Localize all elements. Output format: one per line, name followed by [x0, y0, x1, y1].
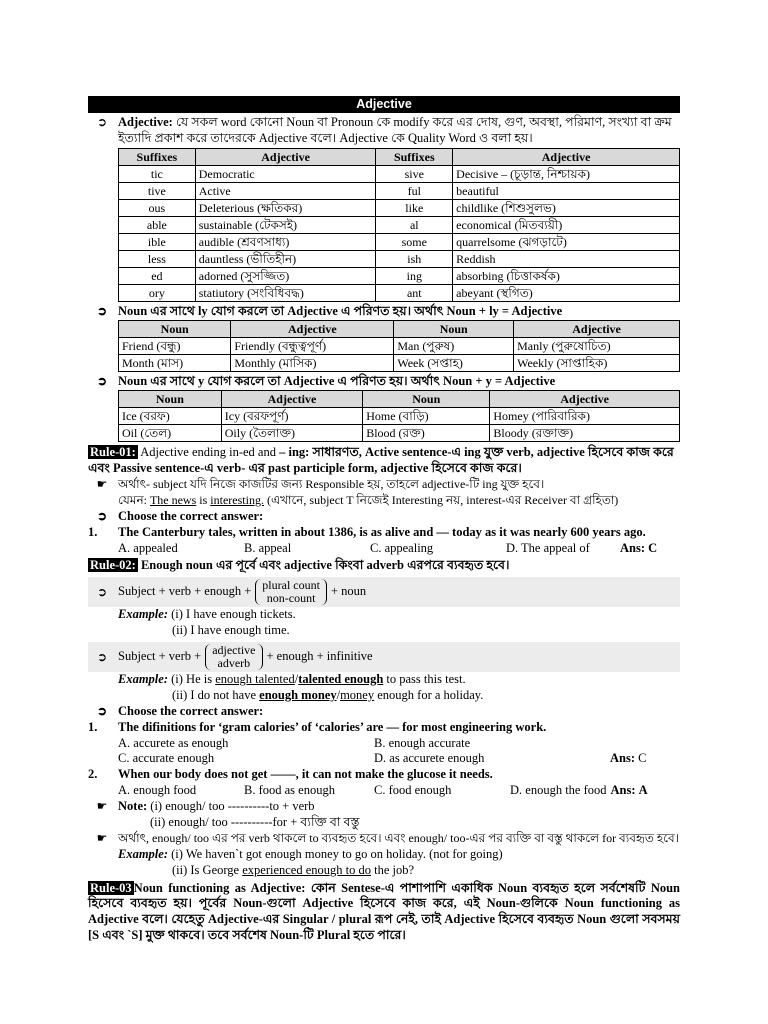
rule-02-note-2	[88, 831, 680, 847]
table-cell: Deleterious (ক্ষতিকর)	[195, 200, 376, 217]
ex2-i-post: to pass this test.	[383, 671, 466, 686]
table-cell: Icy (বরফপূর্ণ)	[221, 408, 362, 425]
table-cell: Active	[195, 183, 376, 200]
table-cell: less	[119, 251, 196, 268]
question-number: 1.	[88, 524, 98, 539]
table-cell: sustainable (টেকসই)	[195, 217, 376, 234]
pointing-hand-icon: ☛	[96, 798, 108, 813]
rule-01-text-b: – ing: সাধারণত, Active sentence-এ ing যুক্ত verb, adjective হিসেবে কাজ করে এবং Passive sentence-এ verb- এর past participle form, adjective হিসেবে কাজ করে।	[88, 445, 674, 475]
table-row	[119, 166, 680, 183]
pointing-hand-icon: ☛	[96, 476, 108, 491]
rule-02-note	[88, 799, 680, 815]
table-cell: ant	[376, 285, 453, 302]
table-row	[119, 251, 680, 268]
rule-02-label: Rule-02:	[90, 558, 136, 573]
ex2-i-bold-underline: talented enough	[298, 671, 384, 686]
table-cell: beautiful	[453, 183, 680, 200]
choose-heading: Choose the correct answer:	[118, 508, 264, 523]
table-row	[119, 338, 680, 355]
rule-02-text: Enough noun এর পূর্বে এবং adjective কিংবা adverb এরপরে ব্যবহৃত হবে।	[137, 558, 510, 573]
table-cell: Friend (বন্ধু)	[119, 338, 231, 355]
table-cell: able	[119, 217, 196, 234]
formula-2-right: + enough + infinitive	[266, 648, 373, 663]
ex2-ii-bold-underline: enough money	[259, 687, 337, 702]
ex2-ii-pre: (ii) I do not have	[172, 687, 260, 702]
rule-02-example-2	[88, 672, 680, 688]
example-underline-2: interesting.	[210, 492, 264, 507]
table-cell: Weekly (সাপ্তাহিক)	[514, 355, 680, 372]
table-cell: dauntless (ভীতিহীন)	[195, 251, 376, 268]
answer-value: A	[638, 783, 648, 797]
intro-paragraph	[88, 115, 680, 146]
example-suffix: (এখানে, subject T নিজেই Interesting নয়, interest-এর Receiver বা গ্রহিতা)	[263, 492, 619, 507]
table-row	[119, 285, 680, 302]
column-header: Suffixes	[119, 149, 196, 166]
arrow-bullet-icon: ➲	[96, 649, 108, 664]
table-cell: ing	[376, 268, 453, 285]
table-cell: ory	[119, 285, 196, 302]
pointing-hand-icon: ☛	[96, 830, 108, 845]
table-cell: Ice (বরফ)	[119, 408, 222, 425]
note-label: Note:	[118, 798, 148, 813]
answer	[620, 541, 657, 557]
table-cell: Blood (রক্ত)	[363, 425, 490, 442]
formula-2-left: Subject + verb +	[118, 648, 202, 663]
rule-03-paragraph	[88, 881, 680, 944]
table-cell: ible	[119, 234, 196, 251]
option-b: B. food as enough	[244, 783, 335, 797]
column-header: Noun	[394, 321, 514, 338]
arrow-bullet-icon: ➲	[96, 508, 108, 523]
y-table	[118, 390, 680, 442]
option-a: A. accurete as enough	[118, 735, 229, 750]
rule-02-formula-2	[88, 642, 680, 672]
table-cell: ish	[376, 251, 453, 268]
rule-01-options	[88, 541, 680, 557]
intro-text: যে সকল word কোনো Noun বা Pronoun কে modify করে এর দোষ, গুণ, অবস্থা, পরিমাণ, সংখ্যা বা ক্রম ইত্যাদি প্রকাশ করে তাদেরকে Adjective বলে। Adjective কে Quality Word ও বলা হয়।	[118, 115, 672, 145]
table-row	[119, 408, 680, 425]
table-row	[119, 355, 680, 372]
note-2-text: অর্থাৎ, enough/ too এর পর verb থাকলে to ব্যবহৃত হবে। এবং enough/ too-এর পর ব্যক্তি বা বস্তু থাকলে for ব্যবহৃত হবে।	[118, 830, 679, 845]
option-b: B. appeal	[244, 540, 292, 555]
table-cell: Manly (পুরুষোচিত)	[514, 338, 680, 355]
rule-02-formula-1	[88, 577, 680, 607]
rule-01-example	[88, 493, 680, 509]
rule-01-label: Rule-01:	[90, 445, 136, 460]
question-number: 2.	[88, 767, 98, 781]
rule-02-example-1	[88, 607, 680, 623]
rule-02-example-1-ii	[88, 623, 680, 639]
table-cell: absorbing (চিত্তাকর্ষক)	[453, 268, 680, 285]
table-cell: Decisive – (চূড়ান্ত, নিশ্চায়ক)	[453, 166, 680, 183]
table-cell: audible (শ্রবণসাধ্য)	[195, 234, 376, 251]
question-text: The difinitions for ‘gram calories’ of ‘calories’ are — for most engineering work.	[118, 719, 547, 734]
table-cell: ful	[376, 183, 453, 200]
table-cell: Home (বাড়ি)	[363, 408, 490, 425]
formula-2-bottom: adverb	[217, 655, 251, 670]
formula-2-top: adjective	[212, 642, 256, 657]
table-row	[119, 200, 680, 217]
rule-03-text: Noun functioning as Adjective: কোন Sentese-এ পাশাপাশি একাধিক Noun ব্যবহৃত হলে সর্বশেষটি Noun হিসেবে ব্যবহৃত হয়। পূর্বের Noun-গুলো Adjective হিসেবে কাজ করে, এই Noun-গুলিকে Noun functioning as Adjective বলে। যেহেতু Adjective-এর Singular / plural রূপ নেই, তাই Adjective হিসেবে ব্যবহৃত Noun গুলো সবসময় [S এবং `S] মুক্ত থাকবে। তবে সর্বশেষ Noun-টি Plural হতে পারে।	[88, 880, 680, 942]
rule-02-example-2-ii	[88, 688, 680, 704]
table-cell: tive	[119, 183, 196, 200]
table-cell: tic	[119, 166, 196, 183]
example-label: Example:	[118, 671, 168, 686]
question-number: 1.	[88, 719, 98, 734]
table-cell: adorned (সুসজ্জিত)	[195, 268, 376, 285]
column-header: Noun	[363, 391, 490, 408]
ly-table	[118, 320, 680, 372]
arrow-bullet-icon: ➲	[96, 584, 108, 599]
table-cell: economical (মিতব্যয়ী)	[453, 217, 680, 234]
arrow-bullet-icon: ➲	[96, 703, 108, 718]
table-cell: Man (পুরুষ)	[394, 338, 514, 355]
rule-02-q1-options-row1	[88, 736, 680, 752]
rule-02-paragraph	[88, 558, 680, 574]
answer	[611, 783, 648, 799]
column-header: Adjective	[453, 149, 680, 166]
table-cell: ous	[119, 200, 196, 217]
column-header: Noun	[119, 321, 231, 338]
table-cell: ed	[119, 268, 196, 285]
example-label: Example:	[118, 846, 168, 861]
table-cell: abeyant (স্থগিত)	[453, 285, 680, 302]
ex2-ii-slash: /	[336, 687, 341, 702]
formula-1-bottom: non-count	[266, 590, 316, 605]
rule-02-example-3-ii	[88, 863, 680, 879]
rule-02-question-2	[88, 767, 680, 783]
document-page	[88, 0, 680, 943]
ex3-ii-underline: experienced enough to do	[242, 862, 372, 877]
ly-rule	[88, 304, 680, 320]
answer-label: Ans:	[620, 540, 646, 555]
ex2-ii-post: enough for a holiday.	[374, 687, 484, 702]
option-d: D. enough the food	[510, 783, 607, 797]
example-3-i: (i) We haven`t got enough money to go on holiday. (not for going)	[168, 846, 503, 861]
rule-02-note-ii	[88, 815, 680, 831]
answer	[610, 751, 646, 767]
rule-02-question-1	[88, 720, 680, 736]
table-cell: Monthly (মাসিক)	[231, 355, 394, 372]
table-row	[119, 425, 680, 442]
option-d: D. The appeal of	[506, 540, 590, 555]
formula-1-right: + noun	[330, 583, 367, 598]
ex2-i-slash: /	[294, 671, 299, 686]
table-cell: Democratic	[195, 166, 376, 183]
table-row	[119, 268, 680, 285]
example-underline-1: The news	[149, 492, 197, 507]
table-row	[119, 234, 680, 251]
table-cell: Month (মাস)	[119, 355, 231, 372]
rule-02-choose	[88, 704, 680, 720]
column-header: Noun	[119, 391, 222, 408]
intro-label: Adjective:	[118, 115, 173, 129]
column-header: Adjective	[490, 391, 680, 408]
arrow-bullet-icon: ➲	[96, 115, 108, 129]
question-text: The Canterbury tales, written in about 1386, is as alive and — today as it was nearly 600 years ago.	[118, 524, 646, 539]
table-cell: some	[376, 234, 453, 251]
rule-01-paragraph	[88, 445, 680, 476]
ly-rule-text: Noun এর সাথে ly যোগ করলে তা Adjective এ পরিণত হয়। অর্থাৎ Noun + ly = Adjective	[118, 304, 563, 319]
option-b: B. enough accurate	[374, 735, 471, 750]
table-cell: quarrelsome (ঝগড়াটে)	[453, 234, 680, 251]
table-cell: Reddish	[453, 251, 680, 268]
table-cell: Week (সপ্তাহ)	[394, 355, 514, 372]
rule-01-text-a: Adjective ending in-ed and	[137, 445, 276, 460]
formula-2-brace	[205, 644, 262, 670]
example-prefix: যেমন:	[118, 492, 150, 507]
question-text: When our body does not get ——, it can not make the glucose it needs.	[118, 767, 493, 781]
ex2-i-pre: (i) He is	[168, 671, 216, 686]
rule-03-label: Rule-03	[90, 880, 132, 895]
table-cell: Friendly (বন্ধুত্বপূর্ণ)	[231, 338, 394, 355]
choose-heading: Choose the correct answer:	[118, 703, 264, 718]
option-c: C. accurate enough	[118, 751, 215, 766]
example-label: Example:	[118, 606, 168, 621]
ex3-ii-post: the job?	[371, 862, 415, 877]
note-i: (i) enough/ too ----------to + verb	[147, 798, 315, 813]
rule-01-choose	[88, 509, 680, 525]
option-c: C. food enough	[374, 783, 452, 797]
example-mid: is	[196, 492, 211, 507]
table-row	[119, 217, 680, 234]
suffix-table	[118, 148, 680, 302]
rule-01-note	[88, 477, 680, 493]
table-cell: childlike (শিশুসুলভ)	[453, 200, 680, 217]
example-1-ii: (ii) I have enough time.	[172, 622, 290, 637]
rule-02-q2-options	[88, 783, 680, 799]
option-d: D. as accurete enough	[374, 751, 485, 766]
answer-label: Ans:	[610, 783, 636, 797]
table-cell: al	[376, 217, 453, 234]
option-c: C. appealing	[370, 540, 434, 555]
option-a: A. enough food	[118, 783, 197, 797]
answer-value: C	[638, 751, 647, 766]
formula-1-left: Subject + verb + enough +	[118, 583, 252, 598]
column-header: Adjective	[514, 321, 680, 338]
table-cell: Oily (তৈলাক্ত)	[221, 425, 362, 442]
column-header: Adjective	[221, 391, 362, 408]
formula-1-top: plural count	[262, 577, 320, 592]
table-cell: Homey (পারিবারিক)	[490, 408, 680, 425]
table-cell: Oil (তেল)	[119, 425, 222, 442]
column-header: Suffixes	[376, 149, 453, 166]
column-header: Adjective	[231, 321, 394, 338]
option-a: A. appealed	[118, 540, 178, 555]
table-cell: Bloody (রক্তাক্ত)	[490, 425, 680, 442]
table-cell: like	[376, 200, 453, 217]
rule-02-example-3	[88, 847, 680, 863]
example-1-i: (i) I have enough tickets.	[168, 606, 296, 621]
formula-1-brace	[255, 579, 327, 605]
answer-value: C	[648, 540, 658, 555]
column-header: Adjective	[195, 149, 376, 166]
rule-01-note-text: অর্থাৎ- subject যদি নিজে কাজটির জন্য Responsible হয়, তাহলে adjective-টি ing যুক্ত হবে।	[118, 476, 545, 491]
ex2-i-underline: enough talented	[215, 671, 295, 686]
table-cell: statiutory (সংবিধিবদ্ধ)	[195, 285, 376, 302]
rule-02-q1-options-row2	[88, 751, 680, 767]
arrow-bullet-icon: ➲	[96, 304, 108, 319]
rule-01-question	[88, 525, 680, 541]
y-rule-text: Noun এর সাথে y যোগ করলে তা Adjective এ পরিণত হয়। অর্থাৎ Noun + y = Adjective	[118, 374, 556, 389]
page-title: Adjective	[88, 96, 680, 113]
answer-label: Ans:	[610, 751, 636, 766]
y-rule	[88, 374, 680, 390]
table-cell: sive	[376, 166, 453, 183]
table-row	[119, 183, 680, 200]
ex3-ii-pre: (ii) Is George	[172, 862, 243, 877]
note-ii: (ii) enough/ too ----------for + ব্যক্তি বা বস্তু	[150, 814, 360, 829]
ex2-ii-underline: money	[340, 687, 375, 702]
arrow-bullet-icon: ➲	[96, 374, 108, 389]
